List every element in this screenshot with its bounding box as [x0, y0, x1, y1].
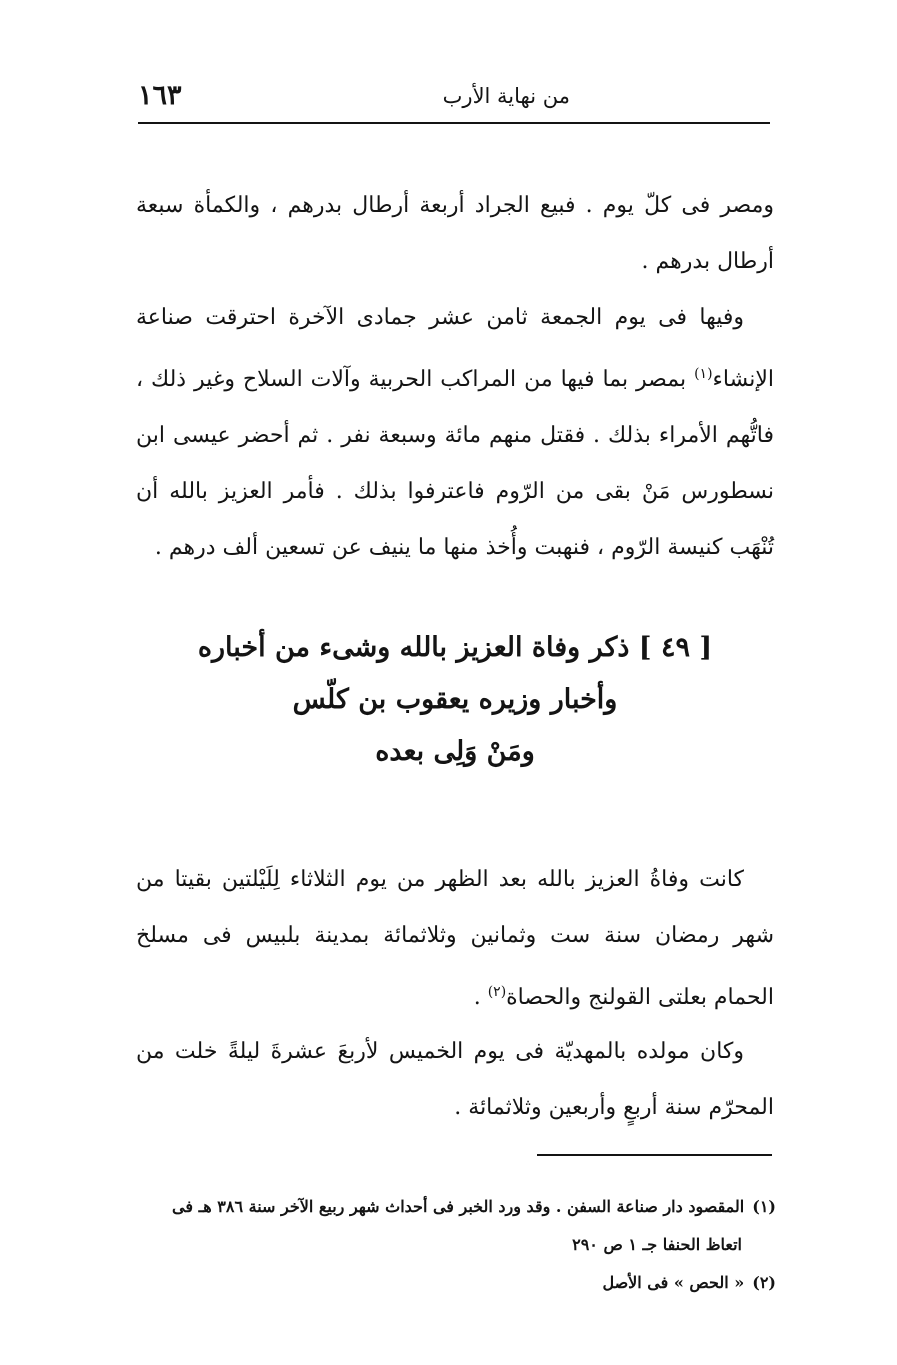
footnote-1: [136, 1188, 776, 1226]
paragraph-1-text: ومصر فى كلّ يوم . فبيع الجراد أربعة أرطال بدرهم ، والكمأة سبعة أرطال بدرهم .: [136, 193, 774, 274]
running-header: [138, 78, 770, 118]
page-number: ١٦٣: [138, 80, 182, 111]
paragraph-2: [136, 290, 774, 576]
paragraph-4: [136, 1024, 774, 1136]
section-heading-line-1: [ ٤٩ ] ذكر وفاة العزيز بالله وشىء من أخباره: [197, 632, 713, 663]
paragraph-4-text: وكان مولده بالمهديّة فى يوم الخميس لأربعَ عشرةَ ليلةً خلت من المحرّم سنة أربعٍ وأربعين وثلاثمائة .: [136, 1039, 774, 1120]
footnote-rule: [537, 1154, 772, 1156]
footnote-ref-2: (٢): [487, 984, 507, 1000]
paragraph-3: [136, 852, 774, 1026]
section-heading-line-3: ومَنْ وَلِى بعده: [375, 736, 535, 767]
header-rule: [138, 122, 770, 124]
footnote-2: [136, 1264, 776, 1302]
footnote-2-marker: (٢): [752, 1273, 776, 1292]
footnote-2-text: « الحص » فى الأصل: [602, 1273, 745, 1292]
section-heading: [136, 622, 774, 778]
footnote-ref-1: (١): [694, 366, 713, 382]
footnote-1-marker: (١): [752, 1197, 776, 1216]
footnote-1-text: المقصود دار صناعة السفن . وقد ورد الخبر فى أحداث شهر ربيع الآخر سنة ٣٨٦ هـ فى: [172, 1197, 745, 1216]
running-title: من نهاية الأرب: [442, 84, 570, 108]
paragraph-3-end: .: [473, 985, 488, 1010]
paragraph-2-continued: بمصر بما فيها من المراكب الحربية وآلات السلاح وغير ذلك ، فاتُّهم الأمراء بذلك . فقتل منهم مائة وسبعة نفر . ثم أحضر عيسى ابن نسطورس مَنْ بقى من الرّوم فاعترفوا بذلك . فأمر العزيز بالله أن تُنْهَب كنيسة الرّوم ، فنهبت وأُخذ منها ما ينيف عن تسعين ألف درهم .: [136, 367, 774, 560]
footnote-1-continued: اتعاظ الحنفا جـ ١ ص ٢٩٠: [572, 1235, 742, 1254]
section-heading-line-2: وأخبار وزيره يعقوب بن كلّس: [292, 684, 618, 715]
paragraph-3-text: كانت وفاةُ العزيز بالله بعد الظهر من يوم الثلاثاء لِلَيْلتين بقيتا من شهر رمضان سنة ست وثمانين وثلاثمائة بمدينة بلبيس فى مسلخ الحمام بعلتى القولنج والحصاة: [136, 867, 774, 1010]
paragraph-2-text: وفيها فى يوم الجمعة ثامن عشر جمادى الآخرة احترقت صناعة الإنشاء: [136, 305, 775, 392]
paragraph-1: [136, 178, 774, 290]
footnotes: [136, 1188, 776, 1302]
